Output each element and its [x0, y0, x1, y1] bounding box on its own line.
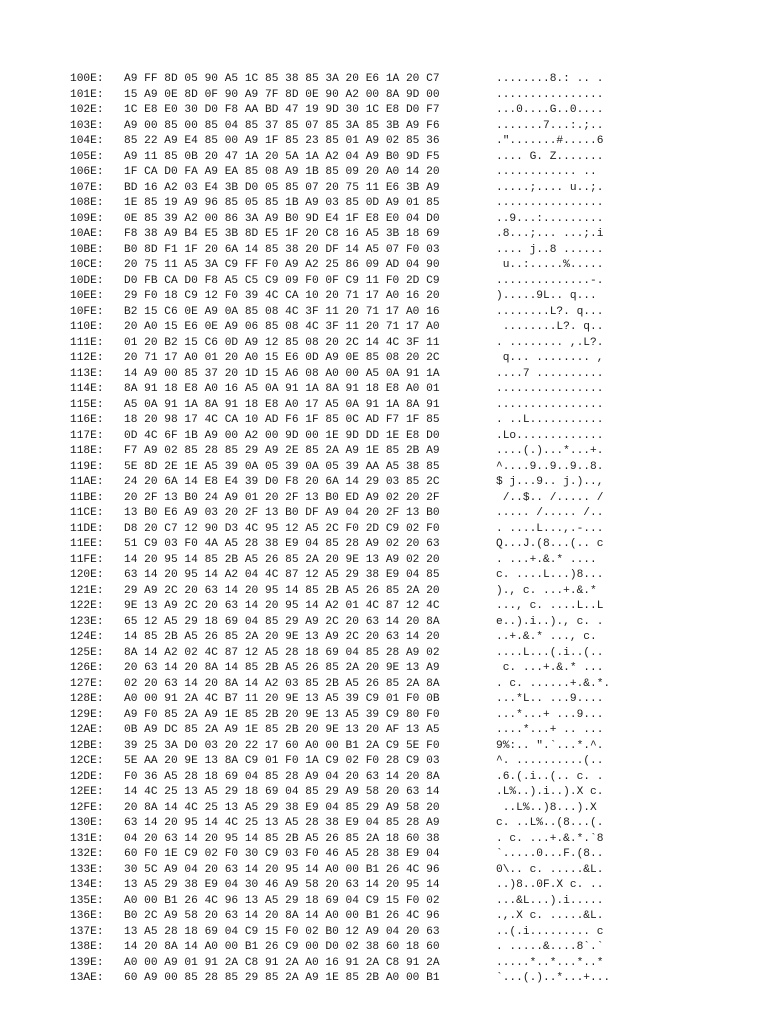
row-hex-bytes: 20 8A 14 4C 25 13 A5 29 38 E9 04 85 29 A9 58 20 [124, 801, 440, 814]
row-hex-bytes: A0 00 91 2A 4C B7 11 20 9E 13 A5 39 C9 01 F0 0B [124, 693, 440, 705]
row-address: 122E: [70, 600, 104, 612]
row-address: 123E: [70, 615, 104, 628]
row-hex-bytes: F0 36 A5 28 18 69 04 85 28 A9 04 20 63 14 20 8A [124, 770, 440, 783]
row-ascii-text: . c. ...+.&.*.`8 [496, 832, 604, 845]
row-ascii-text: ....(.)...*...+. [496, 445, 604, 457]
row-address: 12EE: [70, 786, 104, 798]
dump-row [70, 289, 630, 305]
dump-row [70, 227, 630, 243]
dump-row [70, 723, 630, 739]
row-ascii-text: ..... /..... /.. [496, 507, 604, 519]
row-hex-bytes: A9 11 85 0B 20 47 1A 20 5A 1A A2 04 A9 B0 9D F5 [124, 150, 440, 163]
row-hex-bytes: BD 16 A2 03 E4 3B D0 05 85 07 20 75 11 E6 3B A9 [124, 181, 440, 194]
dump-row [70, 165, 630, 181]
row-hex-bytes: 18 20 98 17 4C CA 10 AD F6 1F 85 0C AD F7 1F 85 [124, 414, 440, 426]
row-address: 105E: [70, 150, 104, 163]
row-address: 12CE: [70, 755, 104, 767]
row-ascii-text: ^. ..........(.. [496, 755, 604, 767]
row-ascii-text: c. ....L...)8... [496, 569, 604, 581]
row-ascii-text: ........L?. q.. [496, 321, 604, 333]
row-ascii-text: `...(.)..*...+... [496, 972, 611, 984]
row-hex-bytes: F8 38 A9 B4 E5 3B 8D E5 1F 20 C8 16 A5 3B 18 69 [124, 228, 440, 240]
dump-row [70, 429, 630, 445]
row-address: 101E: [70, 88, 104, 101]
row-address: 10FE: [70, 305, 104, 318]
row-hex-bytes: 20 75 11 A5 3A C9 FF F0 A9 A2 25 86 09 AD 04 90 [124, 259, 440, 271]
row-ascii-text: .6.(.i..(.. c. . [496, 770, 604, 783]
row-ascii-text: . ....L...,.-... [496, 522, 604, 535]
dump-row [70, 646, 630, 662]
dump-row [70, 72, 630, 88]
row-hex-bytes: 65 12 A5 29 18 69 04 85 29 A9 2C 20 63 14 20 8A [124, 615, 440, 628]
row-address: 125E: [70, 646, 104, 659]
row-hex-bytes: 01 20 B2 15 C6 0D A9 12 85 08 20 2C 14 4C 3F 11 [124, 336, 440, 349]
row-hex-bytes: 60 F0 1E C9 02 F0 30 C9 03 F0 46 A5 28 38 E9 04 [124, 848, 440, 860]
row-address: 10DE: [70, 274, 104, 287]
row-address: 129E: [70, 708, 104, 721]
row-hex-bytes: 13 A5 29 38 E9 04 30 46 A9 58 20 63 14 20 95 14 [124, 879, 440, 891]
row-address: 113E: [70, 367, 104, 380]
row-hex-bytes: 14 4C 25 13 A5 29 18 69 04 85 29 A9 58 20 63 14 [124, 786, 440, 798]
row-address: 119E: [70, 460, 104, 473]
row-address: 106E: [70, 166, 104, 178]
row-address: 11FE: [70, 553, 104, 566]
dump-row [70, 460, 630, 476]
row-ascii-text: .......7...:.;.. [496, 119, 604, 132]
dump-row [70, 692, 630, 708]
dump-row [70, 320, 630, 336]
dump-row [70, 940, 630, 956]
row-address: 117E: [70, 429, 104, 442]
dump-row [70, 336, 630, 352]
dump-row [70, 677, 630, 693]
row-address: 12DE: [70, 770, 104, 783]
row-ascii-text: ..+.&.* ..., c. [496, 631, 604, 643]
row-ascii-text: . .....&....8`.` [496, 941, 604, 953]
row-ascii-text: q... ........ , [496, 352, 604, 364]
dump-row [70, 770, 630, 786]
dump-row [70, 367, 630, 383]
row-ascii-text: e..).i..)., c. . [496, 615, 604, 628]
row-ascii-text: .... j..8 ...... [496, 243, 604, 256]
row-ascii-text: ^....9..9..9..8. [496, 460, 604, 473]
row-address: 10EE: [70, 290, 104, 302]
dump-row [70, 925, 630, 941]
row-address: 11BE: [70, 491, 104, 504]
row-address: 11AE: [70, 476, 104, 488]
row-hex-bytes: 29 F0 18 C9 12 F0 39 4C CA 10 20 71 17 A0 16 20 [124, 290, 440, 302]
row-hex-bytes: A0 00 B1 26 4C 96 13 A5 29 18 69 04 C9 15 F0 02 [124, 894, 440, 907]
dump-row [70, 413, 630, 429]
row-hex-bytes: A5 0A 91 1A 8A 91 18 E8 A0 17 A5 0A 91 1A 8A 91 [124, 398, 440, 411]
row-address: 136E: [70, 910, 104, 922]
dump-row [70, 785, 630, 801]
row-ascii-text: c. ...+.&.* ... [496, 662, 604, 674]
row-address: 10BE: [70, 243, 104, 256]
row-hex-bytes: 51 C9 03 F0 4A A5 28 38 E9 04 85 28 A9 02 20 63 [124, 538, 440, 550]
row-address: 110E: [70, 321, 104, 333]
row-hex-bytes: A9 00 85 00 85 04 85 37 85 07 85 3A 85 3B A9 F6 [124, 119, 440, 132]
row-ascii-text: c. ..L%..(8...(. [496, 817, 604, 829]
row-hex-bytes: A9 FF 8D 05 90 A5 1C 85 38 85 3A 20 E6 1A 20 C7 [124, 73, 440, 85]
row-hex-bytes: B0 8D F1 1F 20 6A 14 85 38 20 DF 14 A5 07 F0 03 [124, 243, 440, 256]
row-address: 127E: [70, 677, 104, 690]
row-ascii-text: .... G. Z....... [496, 150, 604, 163]
row-hex-bytes: A9 F0 85 2A A9 1E 85 2B 20 9E 13 A5 39 C9 80 F0 [124, 708, 440, 721]
row-address: 13AE: [70, 972, 104, 984]
row-address: 10AE: [70, 228, 104, 240]
dump-row [70, 103, 630, 119]
dump-row [70, 599, 630, 615]
row-address: 115E: [70, 398, 104, 411]
row-hex-bytes: 5E AA 20 9E 13 8A C9 01 F0 1A C9 02 F0 28 C9 03 [124, 755, 440, 767]
row-address: 112E: [70, 352, 104, 364]
row-address: 104E: [70, 135, 104, 147]
row-ascii-text: . c. ......+.&.*. [496, 677, 611, 690]
dump-row [70, 537, 630, 553]
row-hex-bytes: 60 A9 00 85 28 85 29 85 2A A9 1E 85 2B A0 00 B1 [124, 972, 440, 984]
dump-row [70, 181, 630, 197]
row-ascii-text: ).....9L.. q... [496, 290, 604, 302]
row-ascii-text: ...0....G..0.... [496, 104, 604, 116]
row-hex-bytes: 39 25 3A D0 03 20 22 17 60 A0 00 B1 2A C9 5E F0 [124, 739, 440, 752]
row-hex-bytes: 8A 91 18 E8 A0 16 A5 0A 91 1A 8A 91 18 E8 A0 01 [124, 383, 440, 395]
row-ascii-text: .,.X c. .....&L. [496, 910, 604, 922]
dump-row [70, 475, 630, 491]
dump-row [70, 661, 630, 677]
row-ascii-text: ........8.: .. . [496, 73, 604, 85]
dump-row [70, 196, 630, 212]
row-hex-bytes: 14 A9 00 85 37 20 1D 15 A6 08 A0 00 A5 0A 91 1A [124, 367, 440, 380]
row-ascii-text: ................ [496, 88, 604, 101]
row-address: 11EE: [70, 538, 104, 550]
row-address: 109E: [70, 212, 104, 225]
row-hex-bytes: D0 FB CA D0 F8 A5 C5 C9 09 F0 0F C9 11 F0 2D C9 [124, 274, 440, 287]
dump-row [70, 553, 630, 569]
row-ascii-text: ................ [496, 383, 604, 395]
row-ascii-text: . ..L........... [496, 414, 604, 426]
row-hex-bytes: F7 A9 02 85 28 85 29 A9 2E 85 2A A9 1E 85 2B A9 [124, 445, 440, 457]
row-hex-bytes: 5E 8D 2E 1E A5 39 0A 05 39 0A 05 39 AA A5 38 85 [124, 460, 440, 473]
row-address: 121E: [70, 584, 104, 597]
row-address: 12AE: [70, 724, 104, 736]
dump-row [70, 351, 630, 367]
row-ascii-text: ..9...:......... [496, 212, 604, 225]
row-address: 118E: [70, 445, 104, 457]
row-hex-bytes: D8 20 C7 12 90 D3 4C 95 12 A5 2C F0 2D C9 02 F0 [124, 522, 440, 535]
row-hex-bytes: 85 22 A9 E4 85 00 A9 1F 85 23 85 01 A9 02 85 36 [124, 135, 440, 147]
row-hex-bytes: 1F CA D0 FA A9 EA 85 08 A9 1B 85 09 20 A0 14 20 [124, 166, 440, 178]
dump-row [70, 708, 630, 724]
dump-row [70, 382, 630, 398]
row-hex-bytes: 1E 85 19 A9 96 85 05 85 1B A9 03 85 0D A9 01 85 [124, 197, 440, 209]
dump-row [70, 491, 630, 507]
row-hex-bytes: 8A 14 A2 02 4C 87 12 A5 28 18 69 04 85 28 A9 02 [124, 646, 440, 659]
dump-row [70, 150, 630, 166]
row-hex-bytes: 9E 13 A9 2C 20 63 14 20 95 14 A2 01 4C 87 12 4C [124, 600, 440, 612]
row-address: 135E: [70, 894, 104, 907]
row-hex-bytes: B0 2C A9 58 20 63 14 20 8A 14 A0 00 B1 26 4C 96 [124, 910, 440, 922]
row-hex-bytes: 30 5C A9 04 20 63 14 20 95 14 A0 00 B1 26 4C 96 [124, 863, 440, 876]
dump-row [70, 243, 630, 259]
dump-row [70, 398, 630, 414]
row-address: 137E: [70, 925, 104, 938]
row-ascii-text: ..(.i......... c [496, 925, 604, 938]
row-address: 12BE: [70, 739, 104, 752]
dump-row [70, 444, 630, 460]
row-hex-bytes: A0 00 A9 01 91 2A C8 91 2A A0 16 91 2A C8 91 2A [124, 956, 440, 969]
dump-row [70, 971, 630, 987]
row-ascii-text: ................ [496, 197, 604, 209]
row-ascii-text: ....L...(.i..(.. [496, 646, 604, 659]
row-ascii-text: ...*...+ ...9... [496, 708, 604, 721]
dump-row [70, 894, 630, 910]
row-ascii-text: ..............-. [496, 274, 604, 287]
row-ascii-text: ........L?. q... [496, 305, 604, 318]
dump-row [70, 801, 630, 817]
row-address: 133E: [70, 863, 104, 876]
dump-row [70, 878, 630, 894]
row-ascii-text: 0\.. c. .....&L. [496, 863, 604, 876]
row-ascii-text: ..)8..0F.X c. .. [496, 879, 604, 891]
row-hex-bytes: 20 A0 15 E6 0E A9 06 85 08 4C 3F 11 20 71 17 A0 [124, 321, 440, 333]
row-address: 120E: [70, 569, 104, 581]
row-ascii-text: `.....0...F.(8.. [496, 848, 604, 860]
row-address: 116E: [70, 414, 104, 426]
row-address: 107E: [70, 181, 104, 194]
row-hex-bytes: 1C E8 E0 30 D0 F8 AA BD 47 19 9D 30 1C E8 D0 F7 [124, 104, 440, 116]
row-address: 132E: [70, 848, 104, 860]
dump-row [70, 258, 630, 274]
dump-row [70, 584, 630, 600]
row-ascii-text: ................ [496, 398, 604, 411]
row-hex-bytes: 0E 85 39 A2 00 86 3A A9 B0 9D E4 1F E8 E0 04 D0 [124, 212, 440, 225]
dump-row [70, 956, 630, 972]
row-hex-bytes: 63 14 20 95 14 4C 25 13 A5 28 38 E9 04 85 28 A9 [124, 817, 440, 829]
dump-row [70, 305, 630, 321]
row-hex-bytes: 14 20 8A 14 A0 00 B1 26 C9 00 D0 02 38 60 18 60 [124, 941, 440, 953]
row-hex-bytes: 14 85 2B A5 26 85 2A 20 9E 13 A9 2C 20 63 14 20 [124, 631, 440, 643]
row-address: 103E: [70, 119, 104, 132]
row-ascii-text: Q...J.(8...(.. c [496, 538, 604, 550]
dump-row [70, 274, 630, 290]
row-address: 10CE: [70, 259, 104, 271]
row-hex-bytes: 13 B0 E6 A9 03 20 2F 13 B0 DF A9 04 20 2F 13 B0 [124, 507, 440, 519]
dump-row [70, 522, 630, 538]
dump-row [70, 739, 630, 755]
row-address: 11CE: [70, 507, 104, 519]
row-address: 126E: [70, 662, 104, 674]
row-address: 100E: [70, 73, 104, 85]
row-address: 139E: [70, 956, 104, 969]
row-ascii-text: /..$.. /..... / [496, 491, 604, 504]
row-hex-bytes: 29 A9 2C 20 63 14 20 95 14 85 2B A5 26 85 2A 20 [124, 584, 440, 597]
row-ascii-text: ..L%..)8...).X [496, 801, 604, 814]
row-hex-bytes: 24 20 6A 14 E8 E4 39 D0 F8 20 6A 14 29 03 85 2C [124, 476, 440, 488]
row-hex-bytes: B2 15 C6 0E A9 0A 85 08 4C 3F 11 20 71 17 A0 16 [124, 305, 440, 318]
row-address: 114E: [70, 383, 104, 395]
dump-row [70, 88, 630, 104]
row-address: 138E: [70, 941, 104, 953]
dump-row [70, 847, 630, 863]
dump-row [70, 506, 630, 522]
row-ascii-text: ............ .. [496, 166, 604, 178]
row-hex-bytes: 20 71 17 A0 01 20 A0 15 E6 0D A9 0E 85 08 20 2C [124, 352, 440, 364]
row-ascii-text: ...&L...).i..... [496, 894, 604, 907]
row-ascii-text: ....7 .......... [496, 367, 604, 380]
row-ascii-text: . ........ ,.L?. [496, 336, 604, 349]
dump-row [70, 909, 630, 925]
row-ascii-text: ...*L.. ...9.... [496, 693, 604, 705]
row-hex-bytes: 63 14 20 95 14 A2 04 4C 87 12 A5 29 38 E9 04 85 [124, 569, 440, 581]
row-address: 108E: [70, 197, 104, 209]
row-ascii-text: .L%..).i..).X c. [496, 786, 604, 798]
row-ascii-text: u..:.....%..... [496, 259, 604, 271]
row-hex-bytes: 02 20 63 14 20 8A 14 A2 03 85 2B A5 26 85 2A 8A [124, 677, 440, 690]
row-hex-bytes: 20 63 14 20 8A 14 85 2B A5 26 85 2A 20 9E 13 A9 [124, 662, 440, 674]
row-ascii-text: .".......#.....6 [496, 135, 604, 147]
dump-row [70, 212, 630, 228]
row-hex-bytes: 20 2F 13 B0 24 A9 01 20 2F 13 B0 ED A9 02 20 2F [124, 491, 440, 504]
row-hex-bytes: 13 A5 28 18 69 04 C9 15 F0 02 B0 12 A9 04 20 63 [124, 925, 440, 938]
row-address: 130E: [70, 817, 104, 829]
row-address: 12FE: [70, 801, 104, 814]
row-ascii-text: .8...;... ...;.i [496, 228, 604, 240]
dump-row [70, 754, 630, 770]
row-ascii-text: )., c. ...+.&.* [496, 584, 604, 597]
row-hex-bytes: 0D 4C 6F 1B A9 00 A2 00 9D 00 1E 9D DD 1E E8 D0 [124, 429, 440, 442]
dump-row [70, 119, 630, 135]
row-hex-bytes: 15 A9 0E 8D 0F 90 A9 7F 8D 0E 90 A2 00 8A 9D 00 [124, 88, 440, 101]
row-hex-bytes: 0B A9 DC 85 2A A9 1E 85 2B 20 9E 13 20 AF 13 A5 [124, 724, 440, 736]
dump-row [70, 630, 630, 646]
row-address: 128E: [70, 693, 104, 705]
dump-row [70, 134, 630, 150]
row-address: 111E: [70, 336, 104, 349]
row-hex-bytes: 04 20 63 14 20 95 14 85 2B A5 26 85 2A 18 60 38 [124, 832, 440, 845]
hex-dump-listing [70, 72, 630, 987]
dump-row [70, 832, 630, 848]
row-address: 11DE: [70, 522, 104, 535]
dump-row [70, 816, 630, 832]
row-ascii-text: 9%:.. ".`...*.^. [496, 739, 604, 752]
row-ascii-text: .....*..*...*..* [496, 956, 604, 969]
dump-row [70, 863, 630, 879]
row-ascii-text: ..., c. ....L..L [496, 600, 604, 612]
row-ascii-text: .Lo............. [496, 429, 604, 442]
dump-row [70, 615, 630, 631]
row-hex-bytes: 14 20 95 14 85 2B A5 26 85 2A 20 9E 13 A9 02 20 [124, 553, 440, 566]
row-address: 102E: [70, 104, 104, 116]
dump-row [70, 568, 630, 584]
row-ascii-text: $ j...9.. j.).., [496, 476, 604, 488]
row-ascii-text: . ...+.&.* .... [496, 553, 604, 566]
row-address: 124E: [70, 631, 104, 643]
row-ascii-text: .....;.... u..;. [496, 181, 604, 194]
row-ascii-text: ....*...+ .. ... [496, 724, 604, 736]
row-address: 134E: [70, 879, 104, 891]
row-address: 131E: [70, 832, 104, 845]
